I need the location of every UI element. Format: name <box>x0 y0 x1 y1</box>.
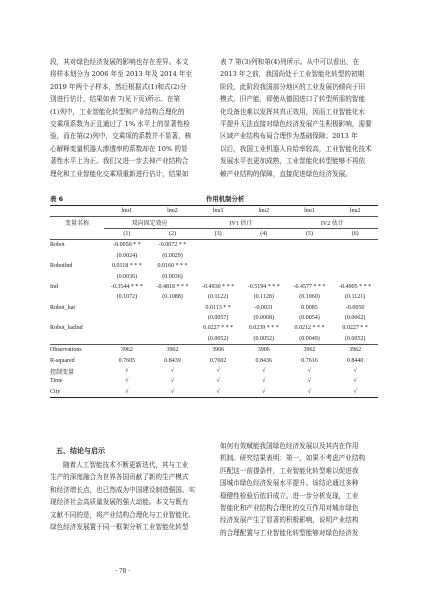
coef-cell: -0.4905 * * * <box>339 283 372 290</box>
stat-cell: √ <box>170 378 175 385</box>
se-cell: (0.0024) <box>116 252 138 259</box>
se-cell <box>150 334 196 345</box>
table-row <box>50 387 378 398</box>
text-line: 段，其对绿色经济发展的影响也存在差异。本文 <box>50 58 189 66</box>
stat-cell: √ <box>307 378 312 385</box>
group-header: IV2 估计 <box>287 217 378 228</box>
se-cell: (0.1121) <box>345 294 366 301</box>
stat-cell: √ <box>262 378 266 385</box>
row-label: Robotlnd <box>50 263 73 270</box>
stat-cell: √ <box>195 387 241 398</box>
se-cell: (0.0052) <box>241 334 287 345</box>
stat-cell: √ <box>307 368 312 375</box>
coef-cell: 0.0212 * * * <box>294 325 325 332</box>
group-header: 双向固定效应 <box>104 217 195 228</box>
text-line: 2013 年之前，我国尚处于工业智能化转型的初期 <box>220 70 365 79</box>
coef-cell <box>241 240 287 251</box>
se-cell: (0.0052) <box>195 334 241 345</box>
text-line: 的合理配置与工业智能化转型能够对绿色经济发 <box>220 528 359 537</box>
regression-table <box>50 205 378 398</box>
se-cell: (0.1072) <box>116 294 138 301</box>
stat-cell: √ <box>125 368 129 375</box>
table-row <box>50 334 378 345</box>
text-line: 生产的深度融合为世界各国贡献了新的生产模式 <box>50 473 189 482</box>
text-line: 绿色经济发展置于同一框架分析工业智能化转型 <box>50 523 189 532</box>
se-cell: (0.1060) <box>299 294 320 301</box>
text-line: 匹配这一前提条件，工业智能化转型难以促进我 <box>220 466 359 475</box>
table-row <box>50 313 378 323</box>
text-line: 验，而在第(2)列中，交乘项的系数并不显著，核 <box>50 132 192 141</box>
coef-cell: -0.3544 * * * <box>110 283 143 290</box>
se-cell: (0.0068) <box>253 315 275 322</box>
table-title: 作用机制分析 <box>206 195 245 203</box>
text-line: 和经济增长点，也已然成为中国建设制造强国、实 <box>50 485 196 494</box>
row-label: City <box>50 387 104 398</box>
dep-var-header: lnu1 <box>195 206 241 217</box>
coef-cell: 0.0239 * * * <box>248 325 279 332</box>
table-row <box>50 366 378 376</box>
stat-cell: √ <box>150 387 196 398</box>
se-cell: (0.0054) <box>299 315 320 322</box>
body-text-bottom-left <box>50 459 209 533</box>
stat-cell: 0.8439 <box>164 357 181 364</box>
text-line: 平提升无法直接对绿色经济发展产生积极影响，需要 <box>220 120 372 129</box>
row-label: Robot_hat <box>50 304 75 311</box>
text-line: 经济发展产生了显著的积极影响，说明产业结构 <box>220 516 359 525</box>
table-row <box>50 345 378 356</box>
table-group-row <box>50 217 378 228</box>
row-label: Robot_hatlnd <box>50 325 83 332</box>
se-cell <box>195 271 241 281</box>
coef-cell: -0.4818 * * * <box>156 283 189 290</box>
row-label: Time <box>50 378 63 385</box>
text-line: 随着人工智能技术不断更新迭代，其与工业 <box>63 461 189 469</box>
stat-cell: √ <box>170 368 175 375</box>
body-text-top-right <box>220 56 378 180</box>
table-row <box>50 376 378 386</box>
row-label: R-squared <box>50 357 75 364</box>
text-line: 以后，我国工业机器人自给率较高，工业智能化技术 <box>220 144 372 153</box>
stat-cell: 0.7605 <box>118 357 136 364</box>
stat-cell: √ <box>125 378 129 385</box>
stat-cell: √ <box>353 378 357 385</box>
text-line: 心解释变量机器人渗透率的系数却在 10% 的显 <box>50 144 188 153</box>
body-text-bottom-right <box>220 440 378 539</box>
text-line: 阶段，此阶段我国部分地区的工业发展仍倾向于旧 <box>220 82 366 91</box>
se-cell: (0.0057) <box>207 315 229 322</box>
coef-cell <box>104 303 150 313</box>
text-line: 赖产业结构的保障，直接促进绿色经济发展。 <box>220 169 352 178</box>
stat-cell: 3906 <box>212 347 225 354</box>
se-cell <box>241 271 287 281</box>
table-row <box>50 261 378 271</box>
column-number: (4) <box>241 228 287 239</box>
column-number: (3) <box>195 228 241 239</box>
coef-cell: 0.0160 * * * <box>157 263 188 270</box>
coef-cell: -0.0072 * * <box>158 242 187 249</box>
se-cell: (0.0036) <box>162 273 183 280</box>
text-line: 别进行估计，结果如表 7(见下页)所示。在第 <box>50 95 181 104</box>
se-cell <box>104 313 150 323</box>
text-line: 2019 年两个子样本，然后根据式(1)和式(2)分 <box>50 82 187 91</box>
stat-cell: √ <box>332 387 378 398</box>
table-row <box>50 271 378 281</box>
row-label: Robot <box>50 242 65 249</box>
coef-cell <box>150 303 196 313</box>
text-line: 将样本划分为 2006 年至 2013 年及 2014 年至 <box>50 70 193 79</box>
dep-var-header: lnu1 <box>104 206 150 217</box>
se-cell: (0.1088) <box>162 294 183 301</box>
coef-cell <box>104 323 150 333</box>
coef-cell <box>150 323 196 333</box>
table-row <box>50 323 378 333</box>
se-cell: (0.0062) <box>344 315 366 322</box>
table-colnum-row <box>50 228 378 239</box>
se-cell <box>332 251 378 261</box>
coef-cell <box>195 261 241 271</box>
se-cell <box>241 251 287 261</box>
text-line: 智能化和产业结构合理化的交互作用对城市绿色 <box>220 504 359 513</box>
coef-cell: -0.4930 * * * <box>202 283 235 290</box>
text-line: (1)列中，工业智能化转型和产业结构合理化的 <box>50 107 185 116</box>
text-line: 著性水平上为正。我们又进一步去掉产业结构合 <box>50 157 189 166</box>
column-number: (6) <box>332 228 378 239</box>
coef-cell: 0.0227 * * <box>342 325 368 332</box>
dep-var-header: lnu1 <box>287 206 333 217</box>
stat-cell: 3962 <box>120 347 133 354</box>
coef-cell: 0.0085 <box>301 304 318 311</box>
row-label: Ind <box>50 283 58 290</box>
stat-cell: 0.7602 <box>209 357 227 364</box>
coefficient-rows <box>50 240 378 345</box>
row-label: Observations <box>50 347 82 354</box>
coef-cell: -0.0050 <box>345 304 365 311</box>
stat-cell: √ <box>353 368 357 375</box>
stat-cell: 3962 <box>166 347 179 354</box>
se-cell: (0.0052) <box>332 334 378 345</box>
table-row <box>50 240 378 251</box>
coef-cell: -0.0050 * * <box>113 242 141 249</box>
column-number: (1) <box>104 228 150 239</box>
text-line: 模式、旧产能，即使从德国进口了转型所需的智能 <box>220 95 366 104</box>
text-line: 表 7 第(3)列和第(4)列所示。从中可以看出，在 <box>220 58 360 66</box>
table-row <box>50 251 378 261</box>
text-line: 如何有效赋能我国绿色经济发展以及其内在作用 <box>220 442 359 450</box>
body-text-top-left <box>50 56 209 180</box>
stat-cell: √ <box>287 387 333 398</box>
dep-var-header: lnu2 <box>332 206 378 217</box>
se-cell <box>287 271 333 281</box>
stat-cell: √ <box>241 387 287 398</box>
se-cell <box>195 251 241 261</box>
coef-cell: -0.0031 <box>254 304 274 311</box>
coef-cell <box>332 240 378 251</box>
table-row <box>50 292 378 302</box>
text-line: 机制。研究结果表明：第一，如果不考虑产业结构 <box>220 454 366 463</box>
coef-cell: -0.5194 * * * <box>247 283 280 290</box>
text-line: 理化和工业智能化交乘项重新进行估计，结果如 <box>50 169 189 178</box>
stat-cell: 0.8440 <box>346 357 364 364</box>
stat-cell: 0.8436 <box>255 357 273 364</box>
group-header: IV1 估计 <box>195 217 286 228</box>
variable-header: 变量名称 <box>64 221 89 228</box>
table-row <box>50 303 378 313</box>
stat-cell: 3962 <box>349 347 362 354</box>
coef-cell: -0.4577 * * * <box>293 283 326 290</box>
text-line: 区域产业结构布局合理作为基础保障；2013 年 <box>220 132 358 141</box>
se-cell <box>332 271 378 281</box>
stat-cell: √ <box>104 387 150 398</box>
coef-cell <box>241 261 287 271</box>
row-label: 控制变量 <box>50 369 75 376</box>
stat-cell: 3962 <box>303 347 316 354</box>
se-cell <box>104 334 150 345</box>
text-line: 发展水平也更加成熟，工业智能化转型能够不再依 <box>220 157 366 166</box>
coef-cell <box>332 261 378 271</box>
se-cell: (0.1122) <box>208 294 229 301</box>
text-line: 国城市绿色经济发展水平提升。该结论通过多种 <box>220 479 359 488</box>
se-cell: (0.0029) <box>162 252 183 259</box>
coef-cell <box>287 261 333 271</box>
table-row <box>50 282 378 292</box>
stat-cell: √ <box>262 368 266 375</box>
stat-cell: √ <box>216 378 220 385</box>
text-line: 交乘项系数为正且通过了 1% 水平上的显著性检 <box>50 120 190 129</box>
stat-cell: √ <box>216 368 220 375</box>
coef-cell: 0.0227 * * * <box>203 325 234 332</box>
table-row <box>50 355 378 365</box>
column-number: (5) <box>287 228 333 239</box>
section-title: 五、结论与启示 <box>56 447 105 455</box>
page-number: · 78 · <box>115 567 131 575</box>
table-header-row <box>50 206 378 217</box>
se-cell <box>150 313 196 323</box>
column-number: (2) <box>150 228 196 239</box>
stat-cell: 3906 <box>257 347 270 354</box>
se-cell <box>287 251 333 261</box>
text-line: 化设备也难以发挥其真正效用，因而工业智能化水 <box>220 107 366 116</box>
se-cell: (0.0049) <box>287 334 333 345</box>
text-line: 稳健性检验后依旧成立。进一步分析发现，工业 <box>220 491 359 500</box>
se-cell: (0.0036) <box>116 273 138 280</box>
stat-cell: 0.7616 <box>301 357 318 364</box>
coef-cell: 0.0113 * * <box>205 304 231 311</box>
statistic-rows <box>50 345 378 398</box>
text-line: 文献不同的是，将产业结构合理化与工业智能化、 <box>50 510 196 519</box>
coef-cell <box>195 240 241 251</box>
dep-var-header: lnu2 <box>241 206 287 217</box>
table-number: 表 6 <box>50 195 64 203</box>
text-line: 现经济社会高质量发展的强大动能。本文与既有 <box>50 498 189 507</box>
se-cell: (0.1128) <box>253 294 274 301</box>
coef-cell: 0.0118 * * * <box>111 263 142 270</box>
dep-var-header: lnu2 <box>150 206 196 217</box>
coef-cell <box>287 240 333 251</box>
